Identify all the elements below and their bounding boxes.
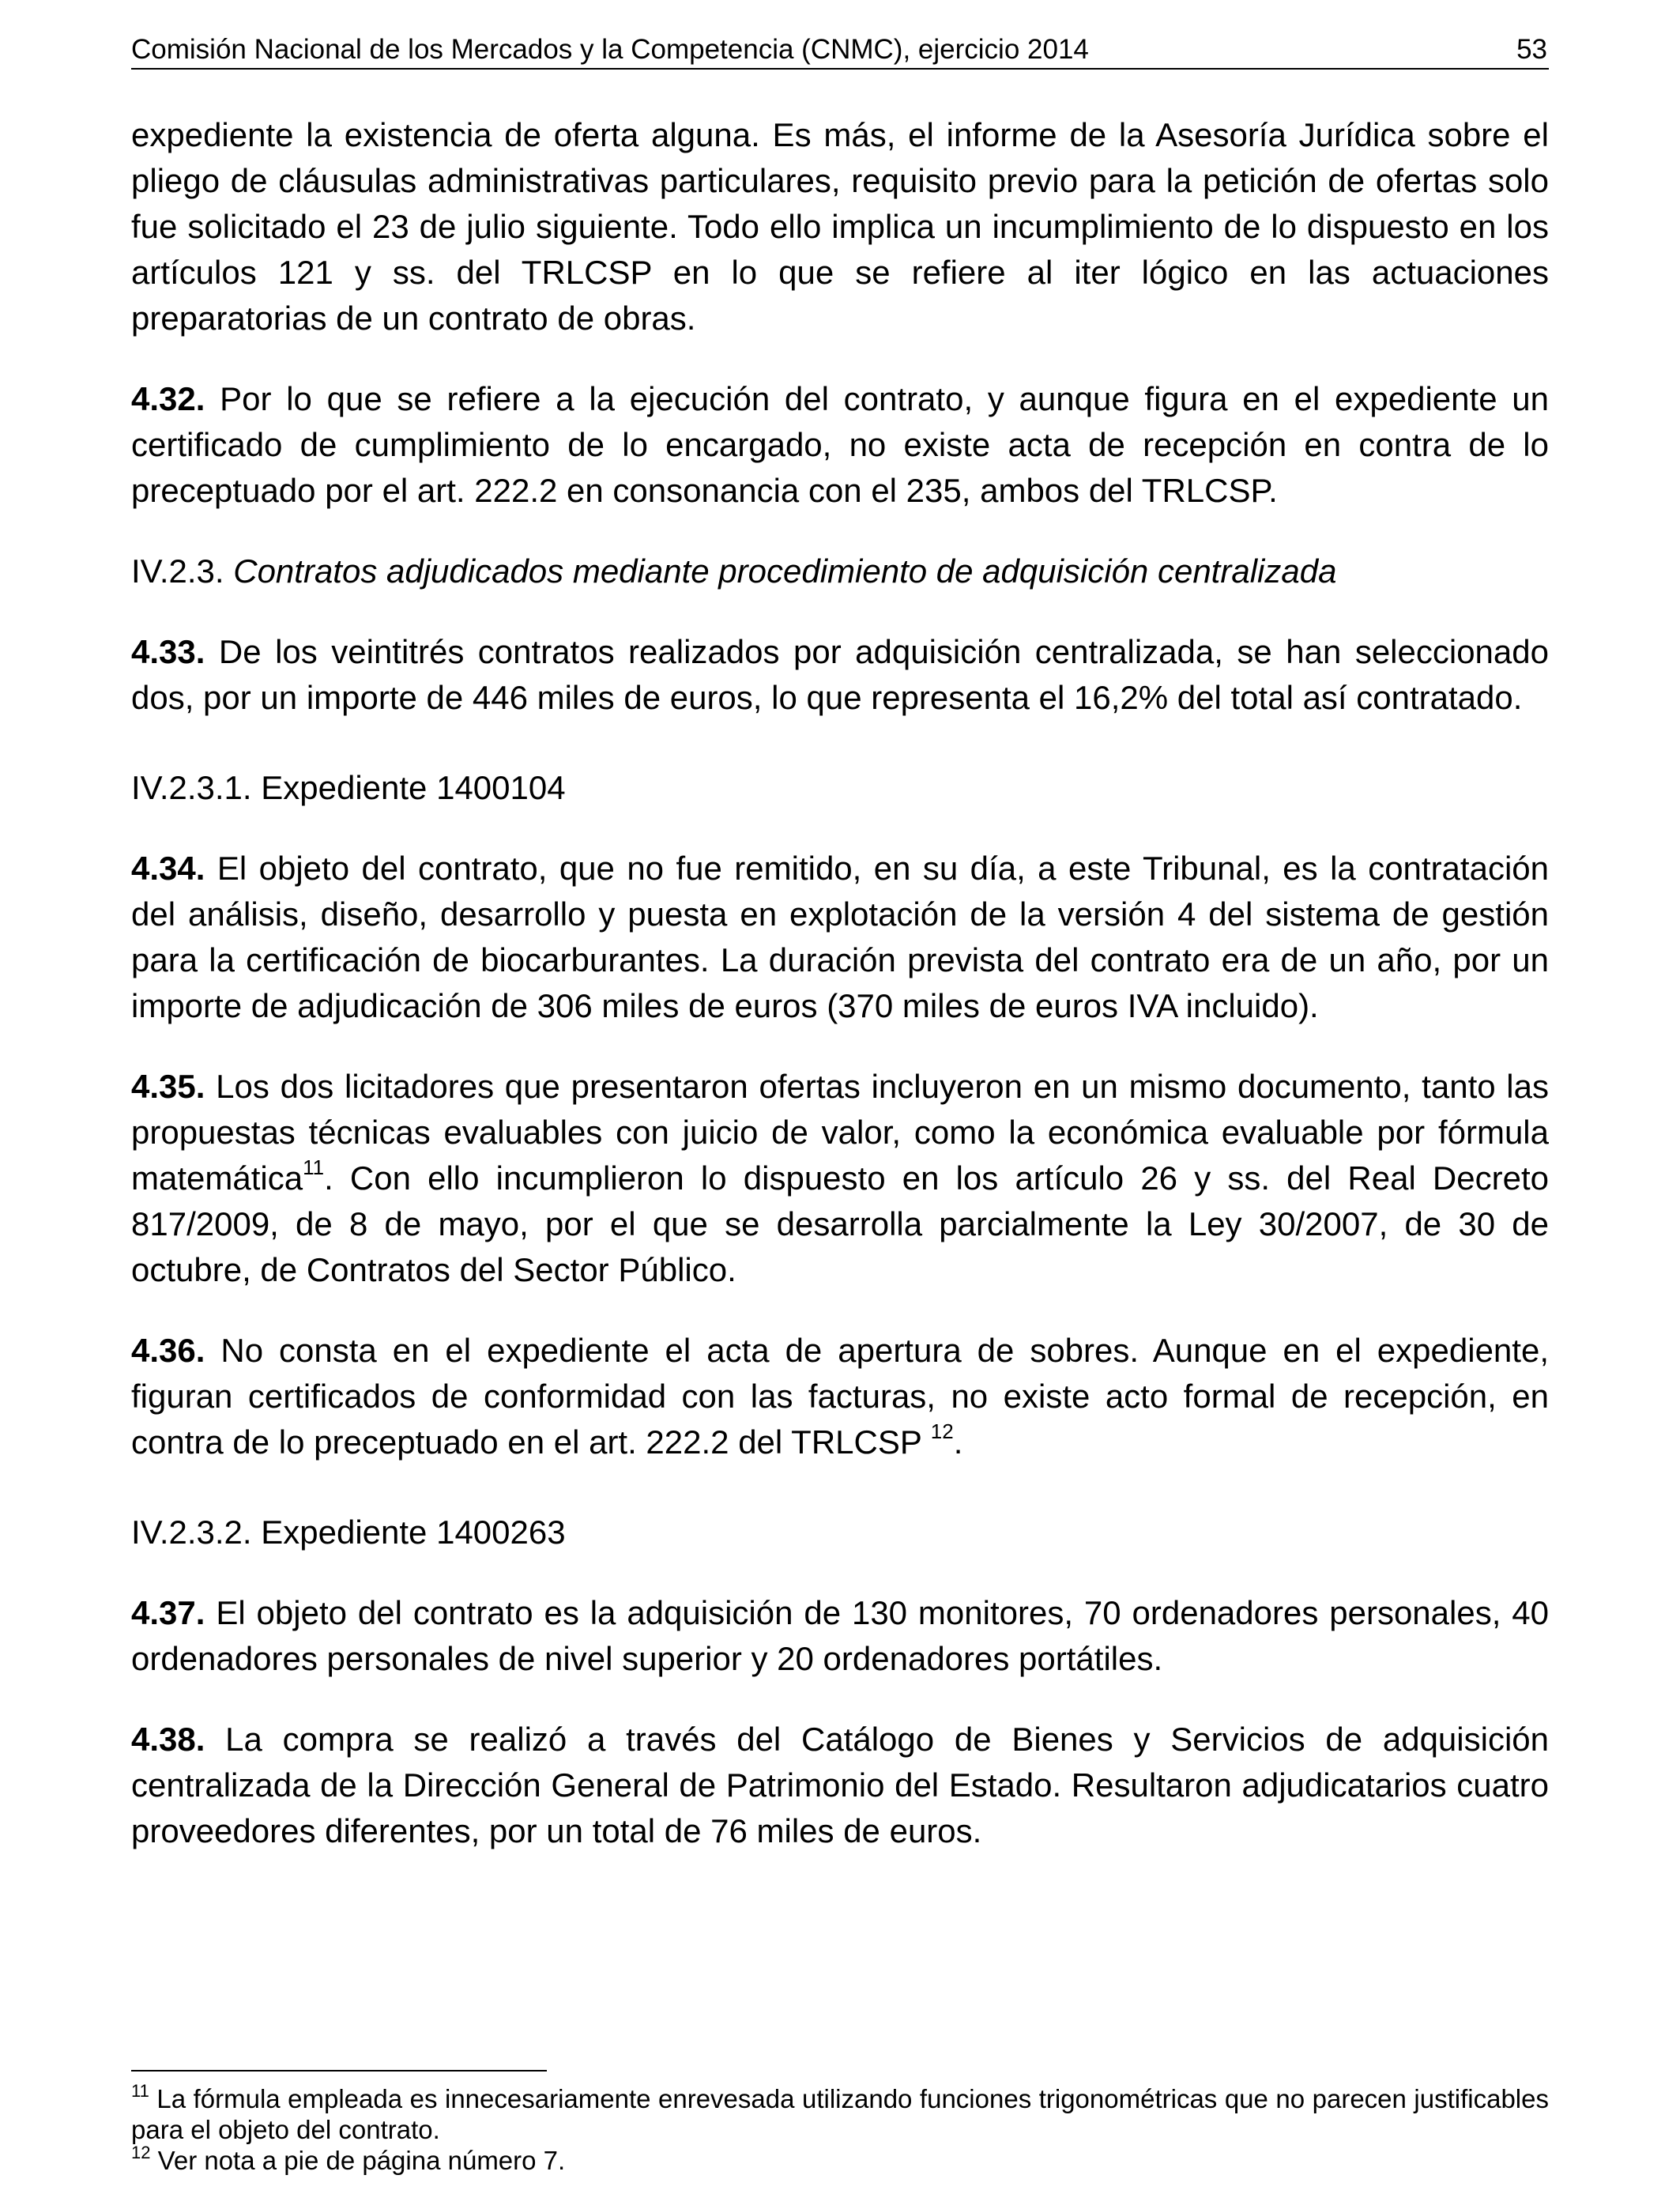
- footnote-ref-11[interactable]: 11: [303, 1155, 325, 1179]
- paragraph-text: expediente la existencia de oferta alguna. Es más, el informe de la Asesoría Jurídica sobre el pliego de cláusulas administrativas particulares, requisito previo para la petición de ofertas solo fue solicitado el 23 de julio siguiente. Todo ello implica un incumplimiento de lo dispuesto en los artículos 121 y ss. del TRLCSP en lo que se refiere al iter lógico en las actuaciones preparatorias de un contrato de obras.: [131, 116, 1549, 337]
- section-title: IV.2.3.1. Expediente 1400104: [131, 769, 566, 806]
- footnote-text: Ver nota a pie de página número 7.: [150, 2146, 566, 2175]
- section-heading-iv-2-3-2: [131, 1510, 1549, 1555]
- paragraph-number: 4.35.: [131, 1068, 205, 1105]
- paragraph-text: La compra se realizó a través del Catálogo de Bienes y Servicios de adquisición centralizada de la Dirección General de Patrimonio del Estado. Resultaron adjudicatarios cuatro proveedores diferentes, por un total de 76 miles de euros.: [131, 1721, 1549, 1849]
- footnote-11: [131, 2083, 1549, 2145]
- footnote-text: La fórmula empleada es innecesariamente enrevesada utilizando funciones trigonométricas que no parecen justificables para el objeto del contrato.: [131, 2084, 1549, 2144]
- paragraph-4-33: [131, 629, 1549, 721]
- section-title: Contratos adjudicados mediante procedimiento de adquisición centralizada: [233, 552, 1337, 590]
- paragraph-text: El objeto del contrato es la adquisición de 130 monitores, 70 ordenadores personales, 40 ordenadores personales de nivel superior y 20 ordenadores portátiles.: [131, 1594, 1549, 1677]
- document-body: [131, 112, 1549, 1889]
- footnotes: [131, 2083, 1549, 2176]
- paragraph-intro: [131, 112, 1549, 341]
- paragraph-text: Por lo que se refiere a la ejecución del contrato, y aunque figura en el expediente un certificado de cumplimiento de lo encargado, no existe acta de recepción en contra de lo preceptuado por el art. 222.2 en consonancia con el 235, ambos del TRLCSP.: [131, 380, 1549, 509]
- footnote-marker: 12: [131, 2143, 151, 2162]
- footnote-ref-12[interactable]: 12: [930, 1419, 954, 1443]
- paragraph-number: 4.37.: [131, 1594, 205, 1631]
- paragraph-4-32: [131, 376, 1549, 514]
- section-heading-iv-2-3: [131, 548, 1549, 594]
- paragraph-text: De los veintitrés contratos realizados por adquisición centralizada, se han seleccionado dos, por un importe de 446 miles de euros, lo que representa el 16,2% del total así contratado.: [131, 633, 1549, 716]
- header-title: Comisión Nacional de los Mercados y la Competencia (CNMC), ejercicio 2014: [131, 34, 1089, 65]
- paragraph-number: 4.32.: [131, 380, 205, 417]
- section-number: IV.2.3.: [131, 552, 234, 590]
- footnote-12: [131, 2145, 1549, 2176]
- footnote-separator: [131, 2070, 547, 2071]
- paragraph-4-38: [131, 1717, 1549, 1854]
- paragraph-text: .: [953, 1423, 963, 1461]
- paragraph-number: 4.38.: [131, 1721, 205, 1758]
- paragraph-number: 4.34.: [131, 850, 205, 887]
- paragraph-number: 4.33.: [131, 633, 205, 670]
- paragraph-text: Los dos licitadores que presentaron ofertas incluyeron en un mismo documento, tanto las propuestas técnicas evaluables con juicio de valor, como la económica evaluable por fórmula matemática: [131, 1068, 1549, 1197]
- footnote-marker: 11: [131, 2081, 149, 2101]
- page-number: 53: [1516, 34, 1547, 65]
- paragraph-4-34: [131, 846, 1549, 1029]
- section-heading-iv-2-3-1: [131, 765, 1549, 811]
- paragraph-text: . Con ello incumplieron lo dispuesto en los artículo 26 y ss. del Real Decreto 817/2009, de 8 de mayo, por el que se desarrolla parcialmente la Ley 30/2007, de 30 de octubre, de Contratos del Sector Público.: [131, 1159, 1549, 1288]
- paragraph-4-35: [131, 1064, 1549, 1293]
- paragraph-number: 4.36.: [131, 1332, 205, 1369]
- paragraph-text: El objeto del contrato, que no fue remitido, en su día, a este Tribunal, es la contratación del análisis, diseño, desarrollo y puesta en explotación de la versión 4 del sistema de gestión para la certificación de biocarburantes. La duración prevista del contrato era de un año, por un importe de adjudicación de 306 miles de euros (370 miles de euros IVA incluido).: [131, 850, 1549, 1024]
- paragraph-4-37: [131, 1590, 1549, 1682]
- paragraph-text: No consta en el expediente el acta de apertura de sobres. Aunque en el expediente, figuran certificados de conformidad con las facturas, no existe acto formal de recepción, en contra de lo preceptuado en el art. 222.2 del TRLCSP: [131, 1332, 1549, 1461]
- page-header: [131, 32, 1549, 70]
- section-title: IV.2.3.2. Expediente 1400263: [131, 1514, 566, 1551]
- paragraph-4-36: [131, 1328, 1549, 1465]
